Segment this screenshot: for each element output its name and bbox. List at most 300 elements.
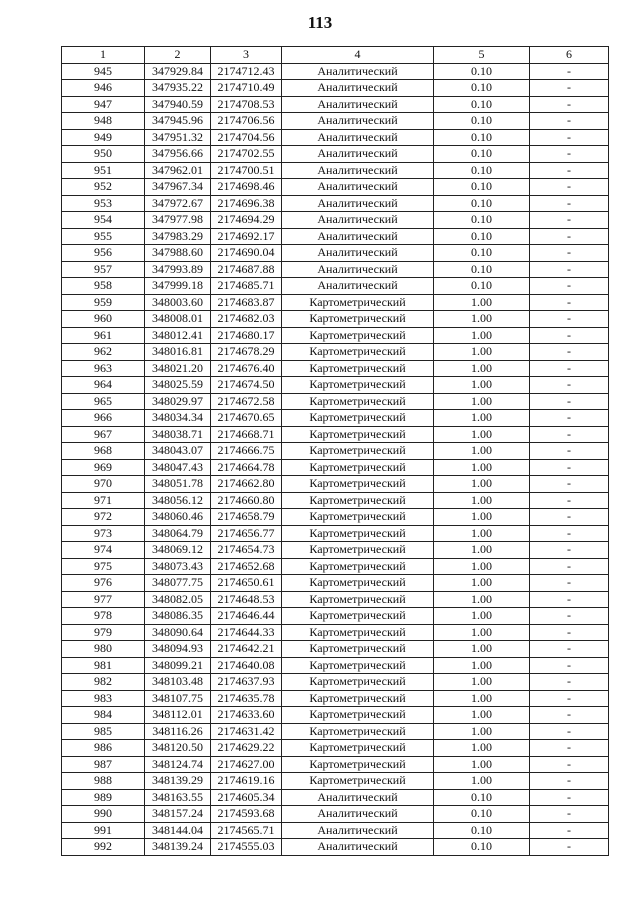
table-cell: 348029.97 xyxy=(145,393,211,410)
table-cell: 1.00 xyxy=(434,756,530,773)
table-cell: 1.00 xyxy=(434,294,530,311)
table-cell: 348099.21 xyxy=(145,657,211,674)
table-cell: - xyxy=(530,624,609,641)
table-cell: 348120.50 xyxy=(145,740,211,757)
table-cell: 2174685.71 xyxy=(211,278,282,295)
table-cell: 980 xyxy=(62,641,145,658)
table-cell: 348116.26 xyxy=(145,723,211,740)
table-cell: Аналитический xyxy=(282,822,434,839)
table-cell: Картометрический xyxy=(282,525,434,542)
table-cell: 2174710.49 xyxy=(211,80,282,97)
table-cell: 348047.43 xyxy=(145,459,211,476)
table-row xyxy=(62,707,609,724)
table-cell: 347972.67 xyxy=(145,195,211,212)
table-cell: 2174702.55 xyxy=(211,146,282,163)
table-cell: Картометрический xyxy=(282,591,434,608)
table-cell: 0.10 xyxy=(434,278,530,295)
table-cell: 978 xyxy=(62,608,145,625)
table-cell: Аналитический xyxy=(282,839,434,856)
table-cell: 945 xyxy=(62,63,145,80)
table-cell: Аналитический xyxy=(282,96,434,113)
table-cell: 0.10 xyxy=(434,162,530,179)
table-cell: 347940.59 xyxy=(145,96,211,113)
table-cell: Картометрический xyxy=(282,707,434,724)
table-cell: 957 xyxy=(62,261,145,278)
table-cell: - xyxy=(530,492,609,509)
table-cell: - xyxy=(530,63,609,80)
table-cell: Картометрический xyxy=(282,360,434,377)
table-cell: 2174627.00 xyxy=(211,756,282,773)
table-cell: 348038.71 xyxy=(145,426,211,443)
column-header: 4 xyxy=(282,47,434,64)
table-row xyxy=(62,740,609,757)
table-cell: 348107.75 xyxy=(145,690,211,707)
table-row xyxy=(62,410,609,427)
table-cell: - xyxy=(530,344,609,361)
table-cell: 1.00 xyxy=(434,542,530,559)
table-cell: 2174668.71 xyxy=(211,426,282,443)
table-cell: 2174674.50 xyxy=(211,377,282,394)
table-cell: 956 xyxy=(62,245,145,262)
table-cell: 1.00 xyxy=(434,723,530,740)
table-cell: 0.10 xyxy=(434,96,530,113)
table-cell: 2174683.87 xyxy=(211,294,282,311)
table-cell: - xyxy=(530,690,609,707)
table-cell: - xyxy=(530,591,609,608)
table-cell: 2174565.71 xyxy=(211,822,282,839)
table-row xyxy=(62,492,609,509)
table-row xyxy=(62,278,609,295)
table-cell: - xyxy=(530,542,609,559)
table-cell: Картометрический xyxy=(282,344,434,361)
table-cell: 2174619.16 xyxy=(211,773,282,790)
table-row xyxy=(62,459,609,476)
table-cell: Картометрический xyxy=(282,377,434,394)
table-cell: Аналитический xyxy=(282,80,434,97)
table-cell: Картометрический xyxy=(282,294,434,311)
table-row xyxy=(62,674,609,691)
table-cell: 348163.55 xyxy=(145,789,211,806)
table-cell: Картометрический xyxy=(282,641,434,658)
table-cell: 348043.07 xyxy=(145,443,211,460)
table-row xyxy=(62,558,609,575)
table-cell: 1.00 xyxy=(434,426,530,443)
table-cell: 970 xyxy=(62,476,145,493)
table-cell: 2174678.29 xyxy=(211,344,282,361)
table-cell: Картометрический xyxy=(282,426,434,443)
table-cell: - xyxy=(530,195,609,212)
table-cell: 963 xyxy=(62,360,145,377)
table-cell: 1.00 xyxy=(434,773,530,790)
table-cell: 1.00 xyxy=(434,690,530,707)
table-cell: 1.00 xyxy=(434,657,530,674)
table-cell: 958 xyxy=(62,278,145,295)
table-cell: 1.00 xyxy=(434,492,530,509)
table-cell: 2174676.40 xyxy=(211,360,282,377)
table-header-row xyxy=(62,47,609,64)
table-cell: - xyxy=(530,707,609,724)
column-header: 6 xyxy=(530,47,609,64)
table-row xyxy=(62,839,609,856)
table-row xyxy=(62,212,609,229)
table-cell: 348144.04 xyxy=(145,822,211,839)
table-cell: - xyxy=(530,146,609,163)
table-cell: 348021.20 xyxy=(145,360,211,377)
table-cell: Картометрический xyxy=(282,740,434,757)
table-cell: 348069.12 xyxy=(145,542,211,559)
table-cell: 960 xyxy=(62,311,145,328)
table-cell: 990 xyxy=(62,806,145,823)
table-cell: 951 xyxy=(62,162,145,179)
table-cell: 977 xyxy=(62,591,145,608)
table-cell: 2174633.60 xyxy=(211,707,282,724)
table-cell: 1.00 xyxy=(434,410,530,427)
table-row xyxy=(62,63,609,80)
table-cell: - xyxy=(530,575,609,592)
table-cell: 971 xyxy=(62,492,145,509)
table-cell: 1.00 xyxy=(434,558,530,575)
table-cell: - xyxy=(530,822,609,839)
table-cell: 2174648.53 xyxy=(211,591,282,608)
table-cell: 1.00 xyxy=(434,393,530,410)
table-cell: 982 xyxy=(62,674,145,691)
table-cell: 961 xyxy=(62,327,145,344)
page-number: 113 xyxy=(307,13,333,32)
table-row xyxy=(62,591,609,608)
table-cell: 0.10 xyxy=(434,80,530,97)
table-cell: 348051.78 xyxy=(145,476,211,493)
table-cell: Картометрический xyxy=(282,476,434,493)
table-cell: 969 xyxy=(62,459,145,476)
table-cell: Картометрический xyxy=(282,575,434,592)
table-cell: - xyxy=(530,674,609,691)
table-cell: 2174637.93 xyxy=(211,674,282,691)
table-cell: - xyxy=(530,839,609,856)
table-cell: 347993.89 xyxy=(145,261,211,278)
table-cell: 2174706.56 xyxy=(211,113,282,130)
table-cell: 348139.29 xyxy=(145,773,211,790)
table-cell: 348112.01 xyxy=(145,707,211,724)
table-cell: - xyxy=(530,96,609,113)
table-cell: - xyxy=(530,80,609,97)
table-cell: 950 xyxy=(62,146,145,163)
table-cell: 348064.79 xyxy=(145,525,211,542)
table-cell: - xyxy=(530,806,609,823)
table-row xyxy=(62,426,609,443)
table-cell: 2174680.17 xyxy=(211,327,282,344)
table-row xyxy=(62,608,609,625)
table-cell: 962 xyxy=(62,344,145,361)
table-row xyxy=(62,525,609,542)
table-cell: 2174708.53 xyxy=(211,96,282,113)
table-cell: Аналитический xyxy=(282,63,434,80)
table-row xyxy=(62,773,609,790)
table-cell: 2174690.04 xyxy=(211,245,282,262)
table-cell: 347977.98 xyxy=(145,212,211,229)
table-cell: 2174704.56 xyxy=(211,129,282,146)
table-cell: - xyxy=(530,410,609,427)
table-cell: 0.10 xyxy=(434,146,530,163)
table-cell: 1.00 xyxy=(434,327,530,344)
table-cell: - xyxy=(530,558,609,575)
table-cell: 348090.64 xyxy=(145,624,211,641)
table-cell: 2174646.44 xyxy=(211,608,282,625)
table-cell: 949 xyxy=(62,129,145,146)
table-cell: 2174652.68 xyxy=(211,558,282,575)
table-cell: 0.10 xyxy=(434,822,530,839)
table-cell: 348034.34 xyxy=(145,410,211,427)
table-cell: - xyxy=(530,426,609,443)
table-cell: 974 xyxy=(62,542,145,559)
table-cell: 347962.01 xyxy=(145,162,211,179)
table-cell: - xyxy=(530,261,609,278)
table-cell: 1.00 xyxy=(434,311,530,328)
table-cell: 348056.12 xyxy=(145,492,211,509)
table-row xyxy=(62,806,609,823)
table-cell: 347988.60 xyxy=(145,245,211,262)
table-cell: 348008.01 xyxy=(145,311,211,328)
table-cell: 946 xyxy=(62,80,145,97)
table-cell: Картометрический xyxy=(282,492,434,509)
table-cell: - xyxy=(530,756,609,773)
table-cell: - xyxy=(530,212,609,229)
table-cell: 348086.35 xyxy=(145,608,211,625)
table-cell: Аналитический xyxy=(282,162,434,179)
table-row xyxy=(62,261,609,278)
table-cell: - xyxy=(530,509,609,526)
table-cell: 2174687.88 xyxy=(211,261,282,278)
table-cell: - xyxy=(530,789,609,806)
table-cell: 1.00 xyxy=(434,443,530,460)
table-cell: Картометрический xyxy=(282,723,434,740)
table-cell: 1.00 xyxy=(434,360,530,377)
column-header: 1 xyxy=(62,47,145,64)
table-cell: 0.10 xyxy=(434,245,530,262)
table-cell: 981 xyxy=(62,657,145,674)
table-row xyxy=(62,789,609,806)
table-cell: 1.00 xyxy=(434,509,530,526)
table-cell: - xyxy=(530,723,609,740)
table-cell: 348082.05 xyxy=(145,591,211,608)
table-cell: 992 xyxy=(62,839,145,856)
table-cell: - xyxy=(530,641,609,658)
table-cell: Аналитический xyxy=(282,113,434,130)
table-cell: Аналитический xyxy=(282,195,434,212)
table-cell: 347967.34 xyxy=(145,179,211,196)
table-row xyxy=(62,624,609,641)
table-row xyxy=(62,360,609,377)
table-cell: 1.00 xyxy=(434,476,530,493)
table-cell: 2174670.65 xyxy=(211,410,282,427)
table-cell: Аналитический xyxy=(282,278,434,295)
table-cell: 347983.29 xyxy=(145,228,211,245)
table-cell: 348139.24 xyxy=(145,839,211,856)
table-cell: 1.00 xyxy=(434,459,530,476)
table-cell: 347999.18 xyxy=(145,278,211,295)
table-cell: 1.00 xyxy=(434,740,530,757)
table-cell: 2174672.58 xyxy=(211,393,282,410)
table-cell: 2174629.22 xyxy=(211,740,282,757)
table-cell: 348016.81 xyxy=(145,344,211,361)
table-cell: - xyxy=(530,443,609,460)
table-cell: 1.00 xyxy=(434,641,530,658)
table-row xyxy=(62,129,609,146)
table-cell: 1.00 xyxy=(434,608,530,625)
table-cell: - xyxy=(530,608,609,625)
table-cell: 2174593.68 xyxy=(211,806,282,823)
table-row xyxy=(62,690,609,707)
table-cell: 0.10 xyxy=(434,179,530,196)
table-cell: 348060.46 xyxy=(145,509,211,526)
table-cell: Аналитический xyxy=(282,789,434,806)
table-cell: - xyxy=(530,294,609,311)
table-row xyxy=(62,327,609,344)
table-row xyxy=(62,179,609,196)
table-cell: Картометрический xyxy=(282,542,434,559)
table-cell: 2174666.75 xyxy=(211,443,282,460)
table-cell: 348103.48 xyxy=(145,674,211,691)
table-row xyxy=(62,344,609,361)
table-cell: Аналитический xyxy=(282,146,434,163)
table-cell: - xyxy=(530,476,609,493)
table-row xyxy=(62,393,609,410)
table-cell: 988 xyxy=(62,773,145,790)
table-cell: 2174656.77 xyxy=(211,525,282,542)
table-cell: - xyxy=(530,179,609,196)
table-cell: 1.00 xyxy=(434,707,530,724)
table-cell: Картометрический xyxy=(282,756,434,773)
table-cell: Аналитический xyxy=(282,261,434,278)
table-cell: 953 xyxy=(62,195,145,212)
table-cell: 991 xyxy=(62,822,145,839)
table-row xyxy=(62,195,609,212)
table-cell: 1.00 xyxy=(434,591,530,608)
table-cell: - xyxy=(530,773,609,790)
table-cell: 1.00 xyxy=(434,674,530,691)
table-cell: Аналитический xyxy=(282,179,434,196)
table-cell: 0.10 xyxy=(434,261,530,278)
table-cell: 972 xyxy=(62,509,145,526)
table-cell: 952 xyxy=(62,179,145,196)
table-row xyxy=(62,476,609,493)
table-cell: 973 xyxy=(62,525,145,542)
table-cell: 2174605.34 xyxy=(211,789,282,806)
table-cell: 347935.22 xyxy=(145,80,211,97)
table-cell: 2174660.80 xyxy=(211,492,282,509)
table-cell: - xyxy=(530,393,609,410)
table-cell: 954 xyxy=(62,212,145,229)
table-cell: 983 xyxy=(62,690,145,707)
table-cell: 1.00 xyxy=(434,377,530,394)
table-cell: 984 xyxy=(62,707,145,724)
table-cell: 0.10 xyxy=(434,806,530,823)
table-cell: 2174642.21 xyxy=(211,641,282,658)
table-cell: 1.00 xyxy=(434,525,530,542)
table-cell: - xyxy=(530,228,609,245)
table-cell: 348077.75 xyxy=(145,575,211,592)
table-cell: 2174640.08 xyxy=(211,657,282,674)
table-row xyxy=(62,162,609,179)
table-row xyxy=(62,542,609,559)
table-cell: 975 xyxy=(62,558,145,575)
table-cell: Картометрический xyxy=(282,311,434,328)
table-row xyxy=(62,641,609,658)
table-cell: - xyxy=(530,657,609,674)
table-cell: - xyxy=(530,113,609,130)
table-cell: Картометрический xyxy=(282,443,434,460)
table-cell: 348124.74 xyxy=(145,756,211,773)
table-cell: Аналитический xyxy=(282,245,434,262)
table-cell: 348094.93 xyxy=(145,641,211,658)
table-cell: 989 xyxy=(62,789,145,806)
table-cell: 347945.96 xyxy=(145,113,211,130)
table-cell: - xyxy=(530,245,609,262)
table-cell: 0.10 xyxy=(434,212,530,229)
table-cell: 967 xyxy=(62,426,145,443)
table-cell: 2174712.43 xyxy=(211,63,282,80)
table-cell: 964 xyxy=(62,377,145,394)
table-cell: Картометрический xyxy=(282,509,434,526)
table-cell: Картометрический xyxy=(282,624,434,641)
table-cell: Картометрический xyxy=(282,459,434,476)
table-cell: 986 xyxy=(62,740,145,757)
table-cell: Картометрический xyxy=(282,674,434,691)
table-cell: - xyxy=(530,327,609,344)
table-cell: 0.10 xyxy=(434,839,530,856)
table-cell: 2174650.61 xyxy=(211,575,282,592)
table-cell: 347929.84 xyxy=(145,63,211,80)
table-cell: 348073.43 xyxy=(145,558,211,575)
table-cell: 976 xyxy=(62,575,145,592)
table-cell: Картометрический xyxy=(282,608,434,625)
table-cell: 2174644.33 xyxy=(211,624,282,641)
table-cell: - xyxy=(530,311,609,328)
table-row xyxy=(62,311,609,328)
table-cell: 2174631.42 xyxy=(211,723,282,740)
table-cell: Аналитический xyxy=(282,129,434,146)
table-row xyxy=(62,113,609,130)
table-cell: 0.10 xyxy=(434,228,530,245)
table-cell: 2174658.79 xyxy=(211,509,282,526)
table-cell: 2174654.73 xyxy=(211,542,282,559)
table-cell: Картометрический xyxy=(282,773,434,790)
table-cell: Картометрический xyxy=(282,410,434,427)
table-row xyxy=(62,377,609,394)
table-cell: 2174698.46 xyxy=(211,179,282,196)
coordinates-table xyxy=(61,46,609,856)
table-row xyxy=(62,96,609,113)
table-row xyxy=(62,509,609,526)
table-cell: 2174662.80 xyxy=(211,476,282,493)
table-row xyxy=(62,80,609,97)
table-cell: Картометрический xyxy=(282,657,434,674)
table-row xyxy=(62,657,609,674)
table-cell: Картометрический xyxy=(282,327,434,344)
column-header: 2 xyxy=(145,47,211,64)
table-row xyxy=(62,294,609,311)
table-cell: Картометрический xyxy=(282,393,434,410)
table-cell: 0.10 xyxy=(434,129,530,146)
table-cell: 1.00 xyxy=(434,575,530,592)
table-cell: Аналитический xyxy=(282,806,434,823)
table-row xyxy=(62,575,609,592)
table-cell: 0.10 xyxy=(434,113,530,130)
table-cell: 2174682.03 xyxy=(211,311,282,328)
table-cell: 348025.59 xyxy=(145,377,211,394)
table-cell: - xyxy=(530,162,609,179)
table-cell: 985 xyxy=(62,723,145,740)
table-cell: - xyxy=(530,377,609,394)
